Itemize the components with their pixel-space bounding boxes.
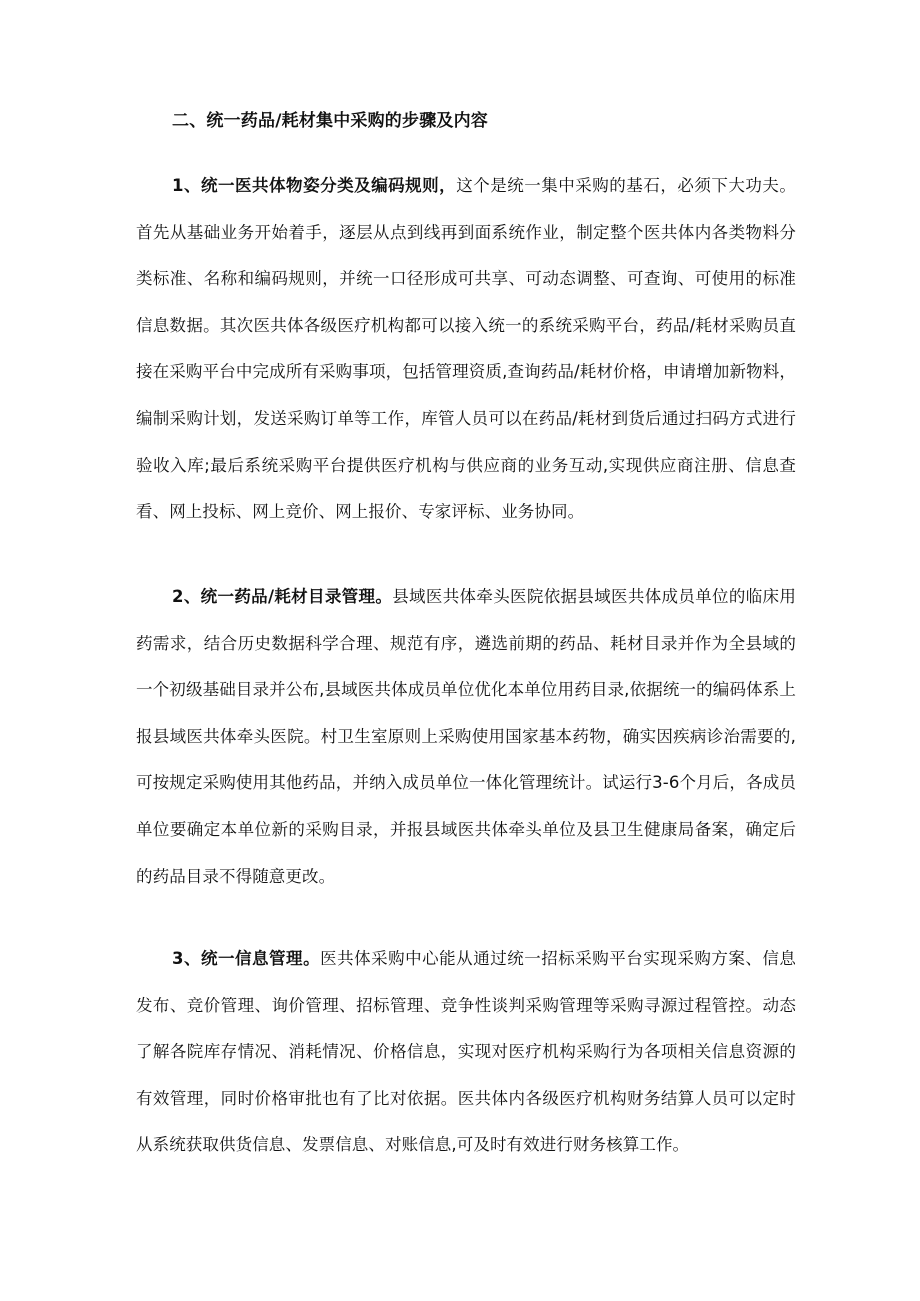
section-1-lead: 1、统一医共体物姿分类及编码规则， — [172, 176, 457, 195]
section-2-body: 县域医共体牵头医院依据县域医共体成员单位的临床用药需求，结合历史数据科学合理、规范有序，遴选前期的药品、耗材目录并作为全县域的一个初级基础目录并公布,县域医共体成员单位优化本单位用药目录,依据统一的编码体系上报县域医共体牵头医院。村卫生室原则上采购使用国家基本药物，确实因疾病诊治需要的,可按规定采购使用其他药品，并纳入成员单位一体化管理统计。试运行3-6个月后，各成员单位要确定本单位新的采购目录，并报县域医共体牵头单位及县卫生健康局备案，确定后的药品目录不得随意更改。 — [136, 587, 796, 886]
section-3 — [136, 936, 796, 1169]
section-heading: 二、统一药品/耗材集中采购的步骤及内容 — [172, 111, 489, 131]
section-1 — [136, 163, 796, 536]
section-2-lead: 2、统一药品/耗材目录管理。 — [172, 587, 393, 606]
section-2 — [136, 574, 796, 900]
section-3-body: 医共体采购中心能从通过统一招标采购平台实现采购方案、信息发布、竞价管理、询价管理、招标管理、竞争性谈判采购管理等采购寻源过程管控。动态了解各院库存情况、消耗情况、价格信息，实现对医疗机构采购行为各项相关信息资源的有效管理，同时价格审批也有了比对依据。医共体内各级医疗机构财务结算人员可以定时从系统获取供货信息、发票信息、对账信息,可及时有效进行财务核算工作。 — [136, 949, 796, 1155]
section-1-body: 这个是统一集中采购的基石，必须下大功夫。首先从基础业务开始着手，逐层从点到线再到面系统作业，制定整个医共体内各类物料分类标准、名称和编码规则，并统一口径形成可共享、可动态调整、可查询、可使用的标准信息数据。其次医共体各级医疗机构都可以接入统一的系统采购平台，药品/耗材采购员直接在采购平台中完成所有采购事项，包括管理资质,查询药品/耗材价格，申请增加新物料，编制采购计划，发送采购订单等工作，库管人员可以在药品/耗材到货后通过扫码方式进行验收入库;最后系统采购平台提供医疗机构与供应商的业务互动,实现供应商注册、信息查看、网上投标、网上竞价、网上报价、专家评标、业务协同。 — [136, 176, 797, 522]
section-3-lead: 3、统一信息管理。 — [172, 949, 321, 968]
